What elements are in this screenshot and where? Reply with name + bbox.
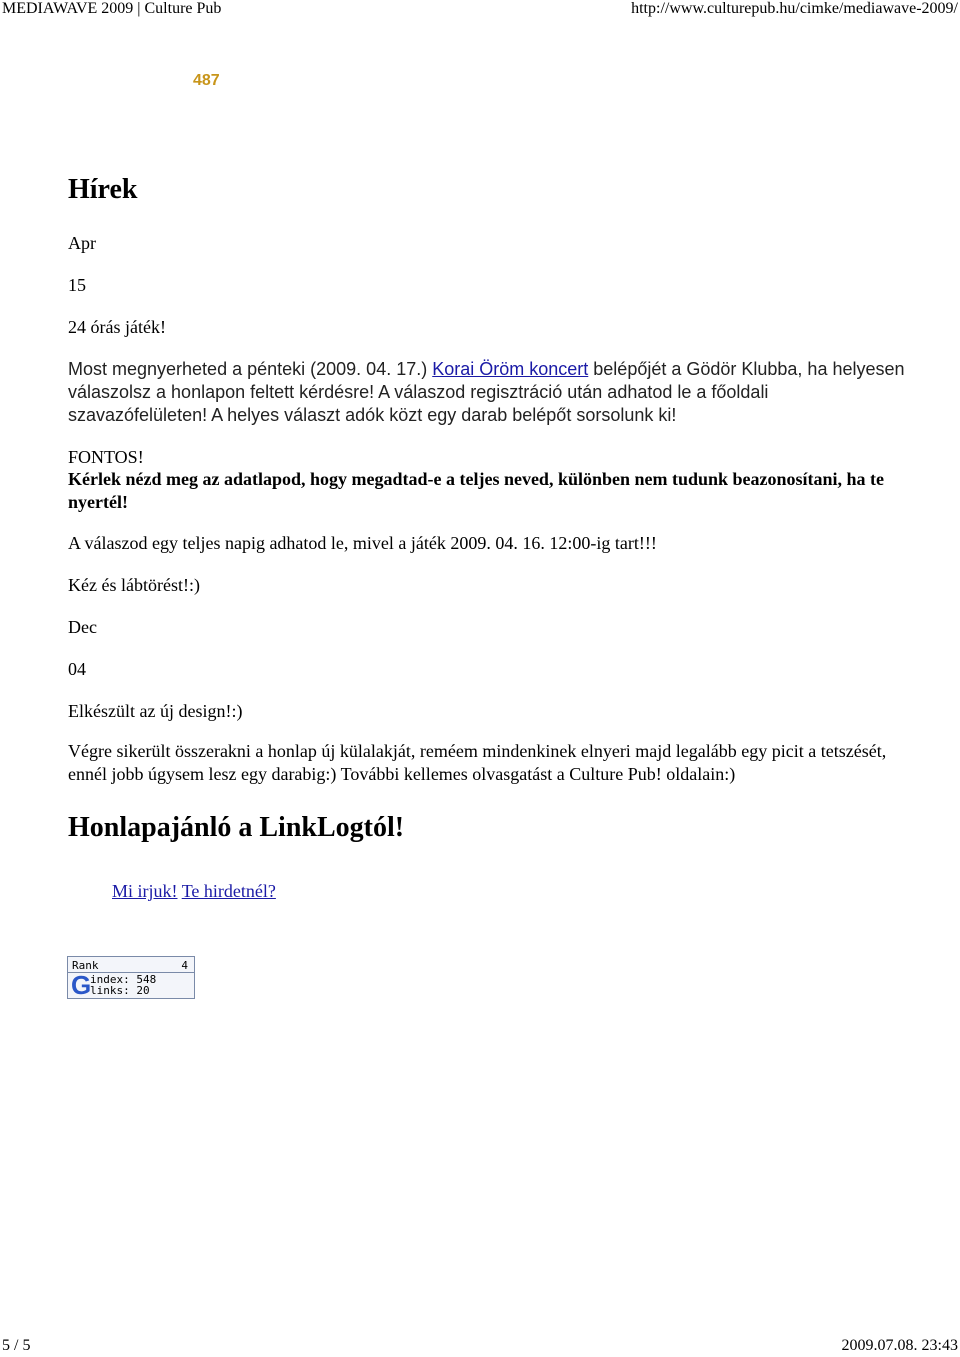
post1-deadline: A válaszod egy teljes napig adhatod le, mivel a játék 2009. 04. 16. 12:00-ig tart!!! — [68, 533, 657, 553]
visit-counter: 487 — [193, 72, 220, 89]
post1-closing: Kéz és lábtörést!:) — [68, 575, 200, 595]
pagerank-badge[interactable] — [67, 956, 195, 999]
post1-important-text: Kérlek nézd meg az adatlapod, hogy megadtad-e a teljes neved, különben nem tudunk beazonosítani, ha te nyertél! — [68, 469, 885, 512]
post1-day: 15 — [68, 275, 86, 295]
print-header-url: http://www.culturepub.hu/cimke/mediawave-2009/ — [631, 0, 958, 17]
linklog-heading: Honlapajánló a LinkLogtól! — [68, 812, 405, 843]
post2-body: Végre sikerült összerakni a honlap új külalakját, reméem mindenkinek elnyeri majd legalább egy picit a tetszését, ennél jobb úgysem lesz egy darabig:) További kellemes olvasgatást a Culture Pub! oldalain:) — [68, 741, 887, 784]
print-footer-page: 5 / 5 — [2, 1337, 31, 1354]
news-heading: Hírek — [68, 174, 138, 205]
post1-text-a: Most megnyerheted a pénteki (2009. 04. 17.) — [68, 359, 433, 379]
post1-paragraph — [68, 358, 908, 427]
post1-month: Apr — [68, 233, 96, 253]
te-hirdetnel-link[interactable]: Te hirdetnél? — [181, 881, 276, 901]
print-header-title: MEDIAWAVE 2009 | Culture Pub — [2, 0, 222, 17]
main-content — [68, 170, 908, 843]
google-g-icon: G — [71, 970, 92, 1000]
rank-links: links: 20 — [90, 984, 150, 997]
post1-title: 24 órás játék! — [68, 317, 166, 337]
rank-label: Rank — [72, 959, 99, 972]
linklog-links — [112, 880, 276, 902]
post2-title: Elkészült az új design!:) — [68, 701, 243, 721]
print-footer — [0, 1337, 960, 1357]
post2-day: 04 — [68, 659, 86, 679]
post2-month: Dec — [68, 617, 97, 637]
print-header — [0, 0, 960, 20]
post1-text-b: belépőjét a Gödör Klubba, ha helyesen válaszolsz a honlapon feltett kérdésre! A válaszod regisztráció után adhatod le a főoldali szavazófelületen! A helyes választ adók közt egy darab belépőt sorsolunk ki! — [68, 359, 905, 425]
mi-irjuk-link[interactable]: Mi irjuk! — [112, 881, 178, 901]
rank-index: index: 548 — [90, 973, 157, 986]
post1-important-label: FONTOS! — [68, 447, 144, 467]
print-footer-datetime: 2009.07.08. 23:43 — [841, 1337, 958, 1354]
koncert-link[interactable]: Korai Öröm koncert — [432, 359, 589, 379]
rank-stats — [90, 974, 156, 996]
rank-value: 4 — [181, 959, 188, 972]
